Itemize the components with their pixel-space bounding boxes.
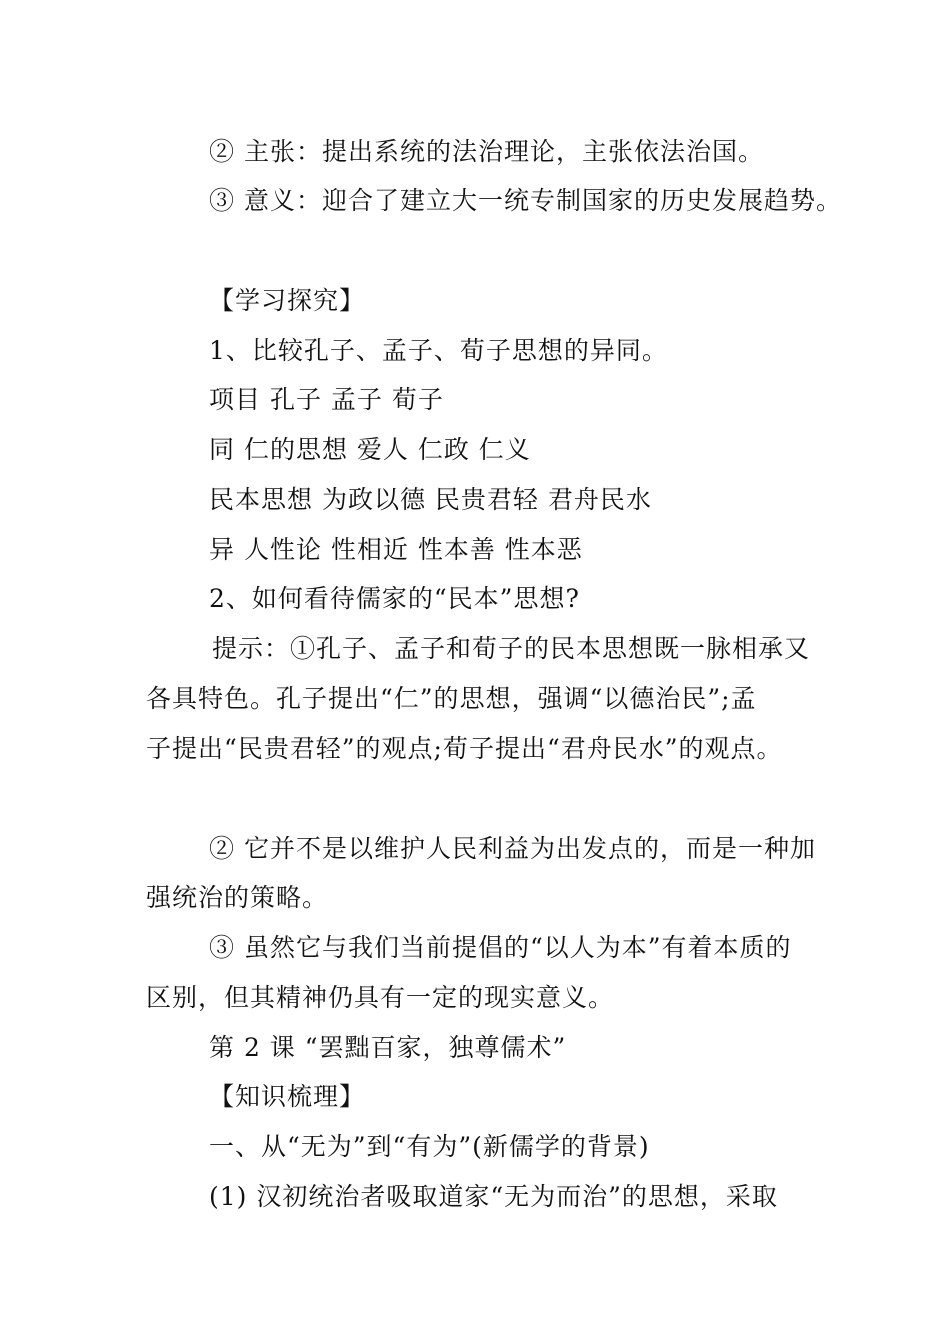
text-line: 异 人性论 性相近 性本善 性本恶 <box>209 535 583 564</box>
text-line: 子提出“民贵君轻”的观点;荀子提出“君舟民水”的观点。 <box>146 734 783 763</box>
text-line: 1、比较孔子、孟子、荀子思想的异同。 <box>209 336 668 365</box>
text-line: 提示：①孔子、孟子和荀子的民本思想既一脉相承又 <box>212 634 811 663</box>
text-line: 民本思想 为政以德 民贵君轻 君舟民水 <box>209 485 652 514</box>
text-line: ③ 虽然它与我们当前提倡的“以人为本”有着本质的 <box>209 933 792 962</box>
text-line: ② 它并不是以维护人民利益为出发点的，而是一种加 <box>209 834 816 863</box>
section-heading: 【学习探究】 <box>209 286 366 315</box>
text-line: 同 仁的思想 爱人 仁政 仁义 <box>209 435 531 464</box>
section-heading: 【知识梳理】 <box>209 1082 366 1111</box>
text-line: 各具特色。孔子提出“仁”的思想，强调“以德治民”;孟 <box>146 684 757 713</box>
text-line: ② 主张：提出系统的法治理论，主张依法治国。 <box>209 137 764 166</box>
text-line: 2、如何看待儒家的“民本”思想? <box>209 584 580 613</box>
text-line: 区别，但其精神仍具有一定的现实意义。 <box>146 983 615 1012</box>
text-line: ③ 意义：迎合了建立大一统专制国家的历史发展趋势。 <box>209 186 842 215</box>
lesson-title: 第 2 课 “罢黜百家，独尊儒术” <box>209 1033 567 1062</box>
text-line: (1) 汉初统治者吸取道家“无为而治”的思想，采取 <box>209 1182 778 1211</box>
text-line: 强统治的策略。 <box>146 883 329 912</box>
text-line: 项目 孔子 孟子 荀子 <box>209 385 444 414</box>
text-line: 一、从“无为”到“有为”(新儒学的背景) <box>209 1132 650 1161</box>
